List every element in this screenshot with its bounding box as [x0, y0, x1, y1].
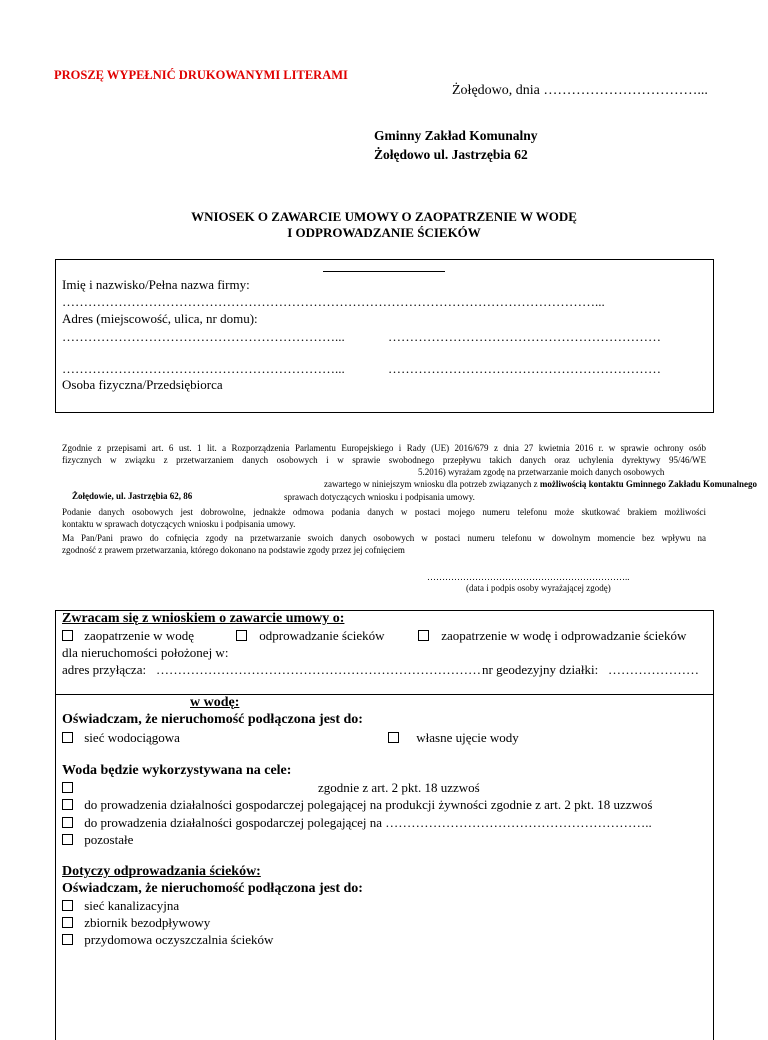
consent-address-bold: Żołędowie, ul. Jastrzębia 62, 86	[72, 491, 193, 501]
checkbox-water-use-3[interactable]	[62, 817, 73, 828]
option-water-and-sewage-label: zaopatrzenie w wodę i odprowadzanie ścieków	[441, 628, 687, 643]
address-field-3[interactable]: ………………………………………………………...	[62, 361, 345, 376]
connection-address-label: adres przyłącza:	[62, 662, 147, 677]
option-water-and-sewage[interactable]	[418, 628, 686, 644]
sewage-option-tank-label: zbiornik bezodpływowy	[84, 915, 211, 930]
checkbox-water-network[interactable]	[62, 732, 73, 743]
sewage-option-tank[interactable]	[62, 915, 210, 931]
form-title-line2: I ODPROWADZANIE ŚCIEKÓW	[287, 225, 481, 240]
water-source-network[interactable]	[62, 730, 180, 746]
checkbox-sewage[interactable]	[236, 630, 247, 641]
name-field[interactable]: ……………………………………………………………………………………………………………...	[62, 294, 605, 309]
consent-line-2: fizycznych w związku z przetwarzaniem danych osobowych i w sprawie swobodnego przepływu takich danych oraz uchylenia dyrektywy 95/46/WE	[62, 455, 706, 465]
consent-line-5: sprawach dotyczących wniosku i podpisania umowy.	[284, 492, 475, 502]
sewage-statement: Oświadczam, że nieruchomość podłączona jest do:	[62, 881, 363, 896]
date-field[interactable]: Żołędowo, dnia ……………………………...	[452, 83, 708, 98]
connection-address-field[interactable]: …………………………………………………………………	[156, 662, 481, 677]
water-use-1-label: zgodnie z art. 2 pkt. 18 uzzwoś	[318, 780, 480, 795]
address-field-4[interactable]: ………………………………………………………	[388, 361, 661, 376]
address-field-2[interactable]: ………………………………………………………	[388, 329, 661, 344]
water-source-own[interactable]	[388, 730, 519, 746]
property-label: dla nieruchomości położonej w:	[62, 645, 229, 660]
checkbox-water-use-4[interactable]	[62, 834, 73, 845]
plot-number-label: nr geodezyjny działki:	[482, 662, 599, 677]
name-label: Imię i nazwisko/Pełna nazwa firmy:	[62, 277, 250, 292]
section-divider	[55, 694, 714, 695]
option-sewage[interactable]	[236, 628, 385, 644]
consent-line-4-text: zawartego w niniejszym wniosku dla potrzeb związanych z	[324, 479, 540, 489]
sewage-heading: Dotyczy odprowadzania ścieków:	[62, 864, 261, 879]
request-heading: Zwracam się z wnioskiem o zawarcie umowy o:	[62, 611, 345, 626]
recipient-address: Żołędowo ul. Jastrzębia 62	[374, 147, 528, 162]
water-statement: Oświadczam, że nieruchomość podłączona jest do:	[62, 712, 363, 727]
consent-contact-bold: możliwością kontaktu Gminnego Zakładu Komunalnego	[539, 479, 757, 489]
consent-line-8: Ma Pan/Pani prawo do cofnięcia zgody na przetwarzanie swoich danych osobowych w postaci numeru telefonu w dowolnym momencie bez wpływu na	[62, 533, 706, 543]
checkbox-sewage-treatment[interactable]	[62, 934, 73, 945]
person-type-label: Osoba fizyczna/Przedsiębiorca	[62, 377, 223, 392]
checkbox-sewage-network[interactable]	[62, 900, 73, 911]
form-title-line1: WNIOSEK O ZAWARCIE UMOWY O ZAOPATRZENIE W WODĘ	[191, 209, 577, 224]
checkbox-water-use-2[interactable]	[62, 799, 73, 810]
checkbox-water-own[interactable]	[388, 732, 399, 743]
sewage-option-treatment-label: przydomowa oczyszczalnia ścieków	[84, 932, 274, 947]
consent-line-4	[324, 478, 757, 490]
water-use-4-label: pozostałe	[84, 832, 134, 847]
sewage-option-network-label: sieć kanalizacyjna	[84, 898, 180, 913]
signature-caption: (data i podpis osoby wyrażającej zgodę)	[466, 583, 611, 593]
water-use-2-label: do prowadzenia działalności gospodarczej polegającej na produkcji żywności zgodnie z art. 2 pkt. 18 uzzwoś	[84, 797, 653, 812]
water-use-3-label: do prowadzenia działalności gospodarczej polegającej na ……………………………………………………..	[84, 815, 652, 830]
sewage-option-treatment[interactable]	[62, 932, 273, 948]
checkbox-water[interactable]	[62, 630, 73, 641]
water-use-4[interactable]	[62, 832, 133, 848]
print-instruction: PROSZĘ WYPEŁNIĆ DRUKOWANYMI LITERAMI	[54, 68, 348, 82]
address-label: Adres (miejscowość, ulica, nr domu):	[62, 311, 258, 326]
water-use-1[interactable]	[62, 780, 73, 796]
plot-number-field[interactable]: …………………	[608, 662, 699, 677]
signature-field[interactable]: …………………………………………………………..	[427, 572, 630, 582]
consent-line-3: 5.2016) wyrażam zgodę na przetwarzanie moich danych osobowych	[418, 467, 665, 477]
water-heading: w wodę:	[190, 695, 240, 710]
consent-line-6: Podanie danych osobowych jest dobrowolne, jednakże odmowa podania danych w postaci mojego numeru telefonu może skutkować brakiem możliwości	[62, 507, 706, 517]
water-use-heading: Woda będzie wykorzystywana na cele:	[62, 763, 292, 778]
sewage-option-network[interactable]	[62, 898, 179, 914]
consent-line-9: zgodność z prawem przetwarzania, którego dokonano na podstawie zgody przez jej cofnięciem	[62, 545, 405, 555]
address-field-1[interactable]: ………………………………………………………...	[62, 329, 345, 344]
option-water[interactable]	[62, 628, 194, 644]
water-source-network-label: sieć wodociągowa	[84, 730, 180, 745]
water-use-2[interactable]	[62, 797, 652, 813]
recipient-name: Gminny Zakład Komunalny	[374, 128, 538, 143]
option-water-label: zaopatrzenie w wodę	[84, 628, 194, 643]
option-sewage-label: odprowadzanie ścieków	[259, 628, 385, 643]
water-use-3[interactable]	[62, 815, 652, 831]
checkbox-water-use-1[interactable]	[62, 782, 73, 793]
checkbox-sewage-tank[interactable]	[62, 917, 73, 928]
consent-line-7: kontaktu w sprawach dotyczących wniosku i podpisania umowy.	[62, 519, 296, 529]
short-rule	[323, 271, 445, 272]
consent-line-1: Zgodnie z przepisami art. 6 ust. 1 lit. a Rozporządzenia Parlamentu Europejskiego i Rady (UE) 2016/679 z dnia 27 kwietnia 2016 r. w sprawie ochrony osób	[62, 443, 706, 453]
water-source-own-label: własne ujęcie wody	[416, 730, 519, 745]
checkbox-water-and-sewage[interactable]	[418, 630, 429, 641]
